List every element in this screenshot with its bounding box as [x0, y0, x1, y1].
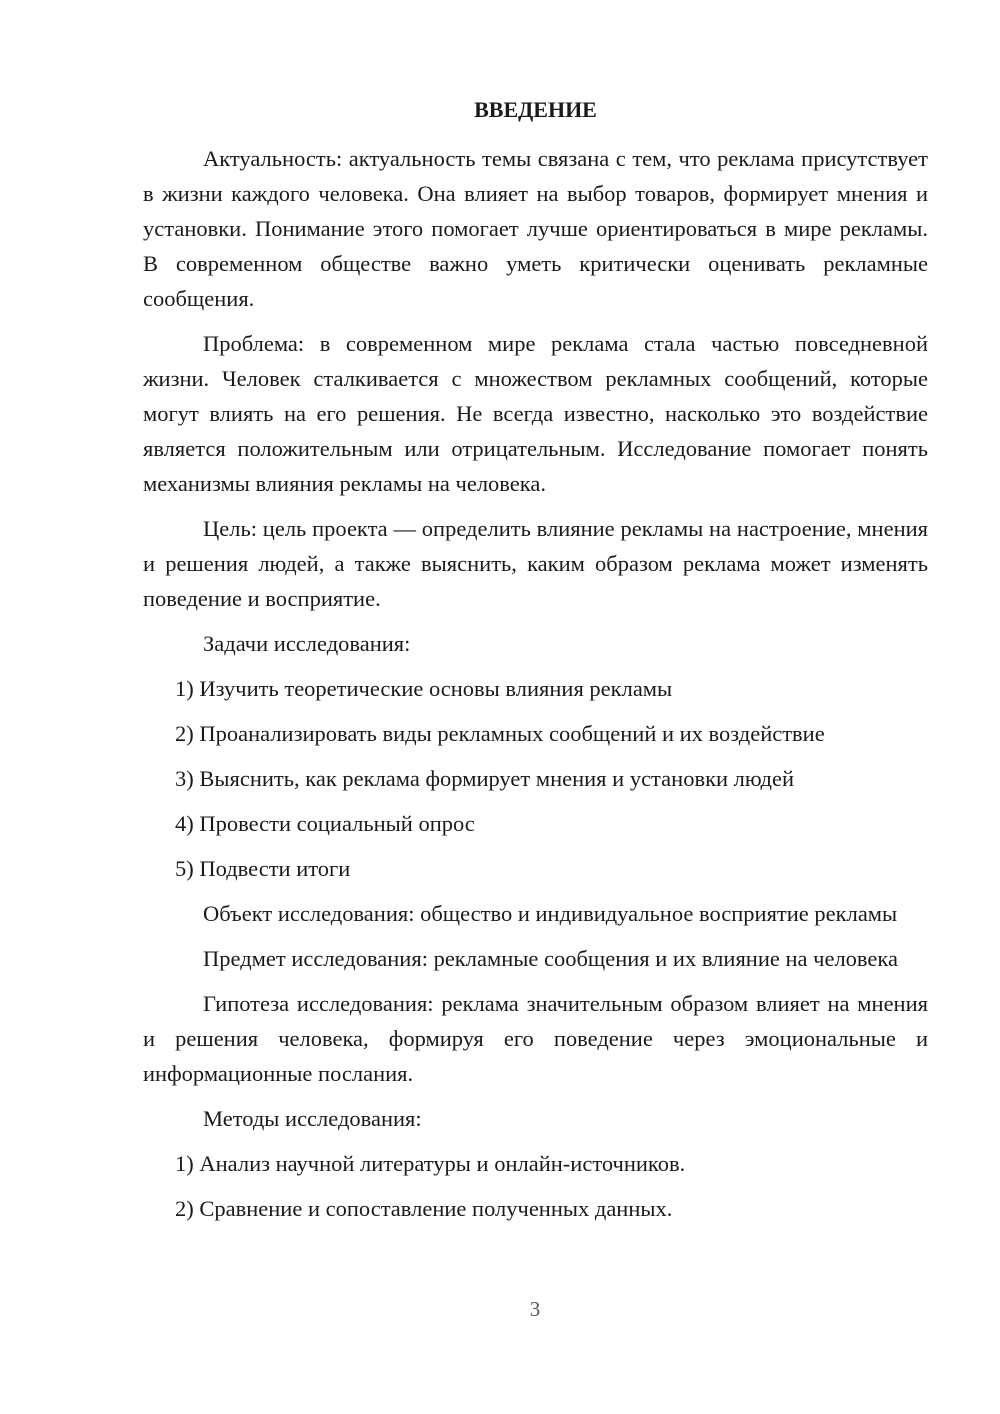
method-item: 1) Анализ научной литературы и онлайн-источников. [175, 1151, 686, 1176]
task-item: 1) Изучить теоретические основы влияния рекламы [175, 676, 673, 701]
hypothesis-paragraph: Гипотеза исследования: реклама значительным образом влияет на мнения и решения человека, формируя его поведение через эмоциональные и информационные послания. [143, 991, 928, 1086]
task-item: 5) Подвести итоги [175, 856, 351, 881]
task-item: 4) Провести социальный опрос [175, 811, 475, 836]
methods-list [143, 1146, 928, 1226]
page-number: 3 [529, 1297, 541, 1321]
tasks-list [143, 671, 928, 886]
object-paragraph: Объект исследования: общество и индивидуальное восприятие рекламы [203, 901, 898, 926]
method-item: 2) Сравнение и сопоставление полученных данных. [175, 1196, 673, 1221]
tasks-heading: Задачи исследования: [203, 631, 411, 656]
document-page [143, 88, 928, 1236]
methods-heading: Методы исследования: [203, 1106, 422, 1131]
task-item: 2) Проанализировать виды рекламных сообщений и их воздействие [175, 721, 825, 746]
relevance-paragraph: Актуальность: актуальность темы связана с тем, что реклама присутствует в жизни каждого человека. Она влияет на выбор товаров, формирует мнения и установки. Понимание этого помогает лучше ориентироваться в мире рекламы. В современном обществе важно уметь критически оценивать рекламные сообщения. [143, 146, 928, 311]
subject-paragraph: Предмет исследования: рекламные сообщения и их влияние на человека [203, 946, 898, 971]
page-title: ВВЕДЕНИЕ [474, 97, 597, 122]
goal-paragraph: Цель: цель проекта — определить влияние рекламы на настроение, мнения и решения людей, а также выяснить, каким образом реклама может изменять поведение и восприятие. [143, 516, 928, 611]
task-item: 3) Выяснить, как реклама формирует мнения и установки людей [175, 766, 795, 791]
problem-paragraph: Проблема: в современном мире реклама стала частью повседневной жизни. Человек сталкивается с множеством рекламных сообщений, которые могут влиять на его решения. Не всегда известно, насколько это воздействие является положительным или отрицательным. Исследование помогает понять механизмы влияния рекламы на человека. [143, 331, 928, 496]
